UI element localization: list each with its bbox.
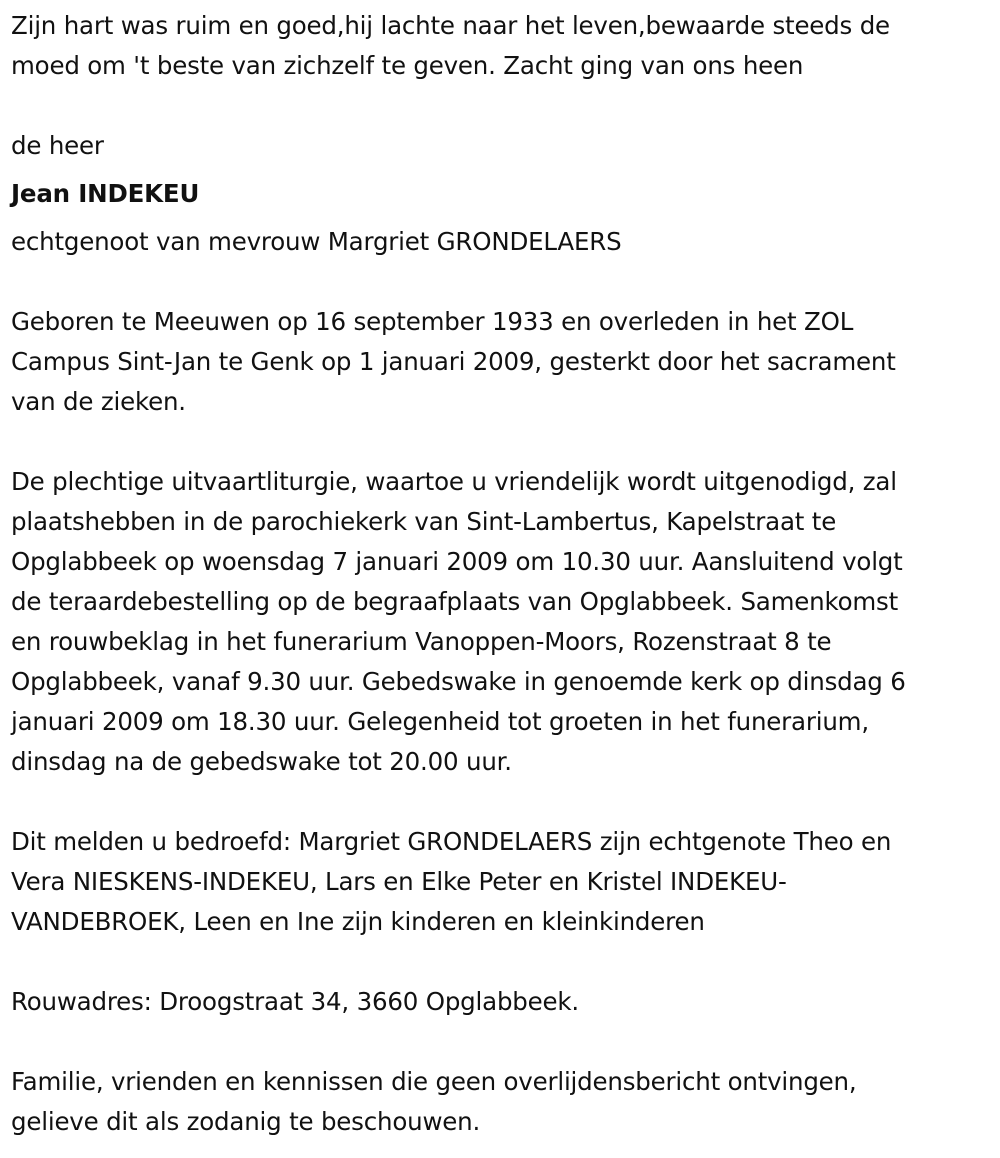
deceased-name: Jean INDEKEU <box>11 179 200 208</box>
intro-verse: Zijn hart was ruim en goed,hij lachte naar het leven,bewaarde steeds de moed om 't beste van zichzelf te geven. Zacht ging van ons heen <box>11 11 890 80</box>
spouse-line: echtgenoot van mevrouw Margriet GRONDELAERS <box>11 227 622 256</box>
funeral-paragraph: De plechtige uitvaartliturgie, waartoe u vriendelijk wordt uitgenodigd, zal plaatshebben in de parochiekerk van Sint-Lambertus, Kapelstraat te Opglabbeek op woensdag 7 januari 2009 om 10.30 uur. Aansluitend volgt de teraardebestelling op de begraafplaats van Opglabbeek. Samenkomst en rouwbeklag in het funerarium Vanoppen-Moors, Rozenstraat 8 te Opglabbeek, vanaf 9.30 uur. Gebedswake in genoemde kerk op dinsdag 6 januari 2009 om 18.30 uur. Gelegenheid tot groeten in het funerarium, dinsdag na de gebedswake tot 20.00 uur. <box>11 467 906 776</box>
birth-death-paragraph: Geboren te Meeuwen op 16 september 1933 en overleden in het ZOL Campus Sint-Jan te Genk op 1 januari 2009, gesterkt door het sacrament van de zieken. <box>11 307 896 416</box>
announcers-paragraph: Dit melden u bedroefd: Margriet GRONDELAERS zijn echtgenote Theo en Vera NIESKENS-INDEKEU, Lars en Elke Peter en Kristel INDEKEU- VANDEBROEK, Leen en Ine zijn kinderen en kleinkinderen <box>11 827 892 936</box>
mourning-address: Rouwadres: Droogstraat 34, 3660 Opglabbeek. <box>11 987 579 1016</box>
title-prefix: de heer <box>11 131 104 160</box>
closing-paragraph: Familie, vrienden en kennissen die geen overlijdensbericht ontvingen, gelieve dit als zodanig te beschouwen. <box>11 1067 857 1136</box>
